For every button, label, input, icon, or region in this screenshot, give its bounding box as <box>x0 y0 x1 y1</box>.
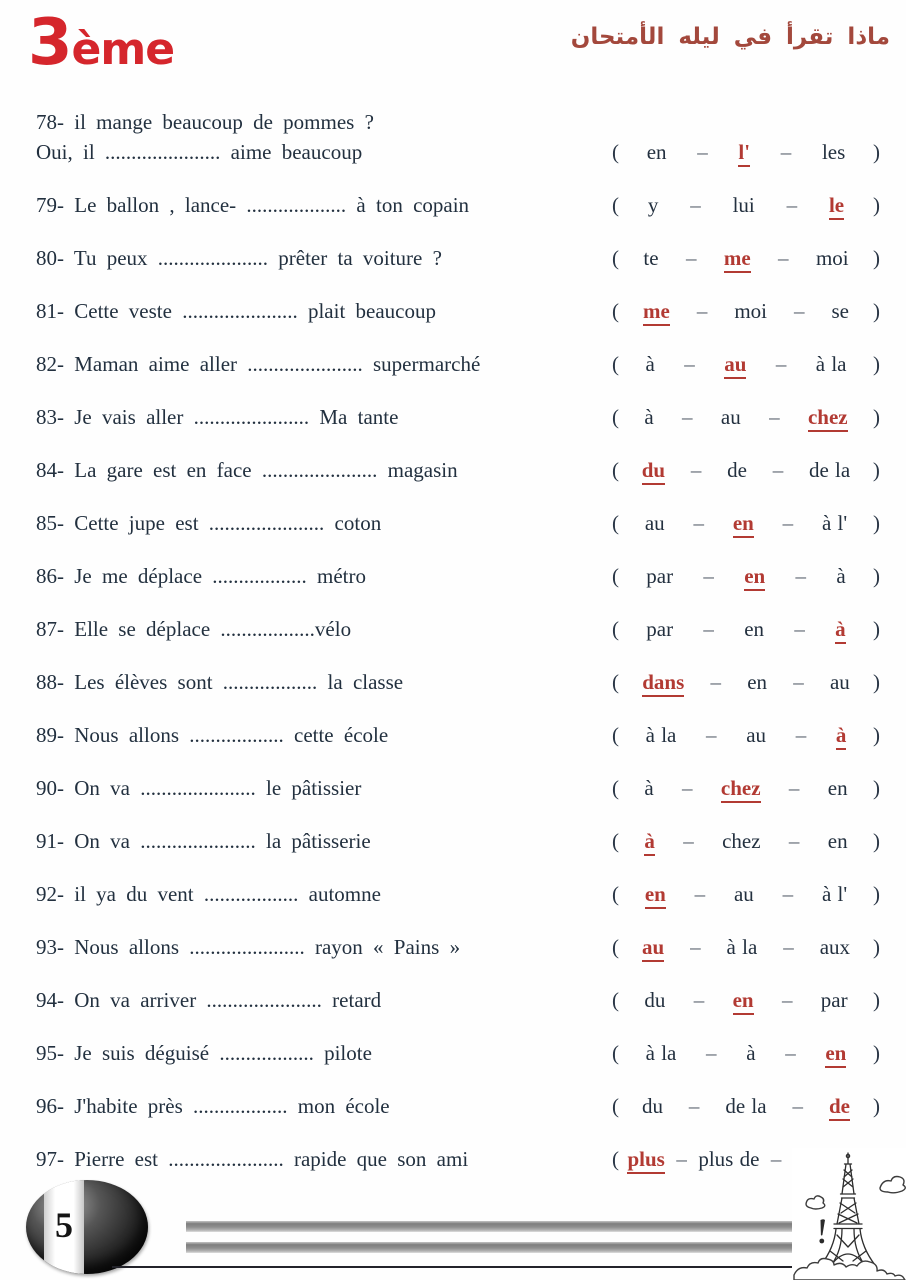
correct-answer-option: à <box>835 617 846 644</box>
correct-answer-option: plus <box>627 1147 664 1174</box>
correct-answer-option: en <box>825 1041 846 1068</box>
option: à <box>836 564 846 588</box>
paren-open: ( <box>612 988 619 1012</box>
option-separator: – <box>682 776 693 800</box>
option-separator: – <box>788 776 800 800</box>
paren-close: ) <box>872 352 880 376</box>
option-separator: – <box>788 829 800 853</box>
paren-open: ( <box>612 140 619 164</box>
option: en <box>744 617 765 641</box>
options-group <box>612 882 880 909</box>
paren-close: ) <box>872 140 880 164</box>
option: y <box>647 193 659 217</box>
option-separator: – <box>772 458 784 482</box>
paren-close: ) <box>873 723 880 747</box>
question-text: 94- On va arriver ...................... retard <box>36 988 382 1012</box>
paren-open: ( <box>612 564 619 588</box>
option-separator: – <box>782 882 794 906</box>
correct-answer-option: me <box>643 299 670 326</box>
option: par <box>646 617 674 641</box>
ball-stripe <box>44 1180 84 1274</box>
option-separator: – <box>683 829 694 853</box>
correct-answer-option: chez <box>808 405 848 432</box>
question-row <box>36 1147 880 1174</box>
option: lui <box>732 193 755 217</box>
question-text: 89- Nous allons .................. cette école <box>36 723 389 747</box>
question-row <box>36 564 880 591</box>
question-text-line1: 78- il mange beaucoup de pommes ? <box>36 110 374 134</box>
option-separator: – <box>697 140 708 164</box>
paren-close: ) <box>872 617 880 641</box>
paren-close: ) <box>872 988 880 1012</box>
paren-open: ( <box>612 299 619 323</box>
option: à la <box>645 723 677 747</box>
paren-close: ) <box>872 193 880 217</box>
options-group <box>612 352 880 379</box>
question-row <box>36 829 880 856</box>
paren-open: ( <box>612 1094 619 1118</box>
option-separator: – <box>684 352 695 376</box>
options-group <box>612 511 880 538</box>
question-text: 87- Elle se déplace ..................vélo <box>36 617 352 641</box>
correct-answer-option: en <box>744 564 765 591</box>
question-text: 84- La gare est en face ...................... magasin <box>36 458 458 482</box>
question-text: 97- Pierre est ...................... rapide que son ami <box>36 1147 469 1171</box>
option: se <box>831 299 849 323</box>
paren-open: ( <box>612 670 619 694</box>
option: au <box>746 723 767 747</box>
option: moi <box>815 246 849 270</box>
footer-hairline <box>112 1266 906 1268</box>
correct-answer-option: en <box>733 511 754 538</box>
paren-close: ) <box>872 935 880 959</box>
option: du <box>641 1094 663 1118</box>
paren-close: ) <box>873 246 880 270</box>
question-row <box>36 617 880 644</box>
paren-open: ( <box>612 1041 619 1065</box>
option: au <box>720 405 741 429</box>
option: en <box>827 829 848 853</box>
options-group <box>612 193 880 220</box>
paren-close: ) <box>872 458 880 482</box>
option: du <box>644 988 666 1012</box>
option: à <box>644 405 654 429</box>
question-row <box>36 140 880 167</box>
options-group <box>612 988 880 1015</box>
paren-open: ( <box>612 352 619 376</box>
option-separator: – <box>690 458 702 482</box>
option: moi <box>734 299 767 323</box>
option: à <box>746 1041 756 1065</box>
option-separator: – <box>783 935 794 959</box>
paren-open: ( <box>612 193 619 217</box>
question-text: 81- Cette veste ...................... plait beaucoup <box>36 299 436 323</box>
page-number: 5 <box>55 1205 73 1245</box>
question-row <box>36 723 880 750</box>
option-separator: – <box>770 1147 782 1171</box>
option-separator: – <box>694 882 706 906</box>
grade-label: 3ème <box>28 6 175 80</box>
option: de la <box>808 458 851 482</box>
paren-open: ( <box>612 458 619 482</box>
option: au <box>829 670 850 694</box>
option-separator: – <box>682 405 693 429</box>
option: de la <box>725 1094 767 1118</box>
paren-close: ) <box>872 1094 880 1118</box>
divider-bar-bottom <box>186 1242 810 1253</box>
question-row <box>36 405 880 432</box>
question-row <box>36 935 880 962</box>
paren-close: ) <box>873 299 880 323</box>
option: à l' <box>821 882 848 906</box>
question-text: 85- Cette jupe est ...................... coton <box>36 511 382 535</box>
option: au <box>733 882 754 906</box>
options-group <box>612 246 880 273</box>
paren-open: ( <box>612 1147 619 1171</box>
option-separator: – <box>706 1041 717 1065</box>
paren-close: ) <box>872 829 880 853</box>
options-group <box>612 299 880 326</box>
paren-close: ) <box>872 564 880 588</box>
page-number-ball-icon <box>26 1180 148 1274</box>
question-text: Oui, il ...................... aime beaucoup <box>36 140 363 164</box>
option-separator: – <box>792 1094 804 1118</box>
arabic-title: ماذا تقرأ في ليله الأمتحان <box>570 24 890 50</box>
option-separator: – <box>696 299 708 323</box>
option: par <box>646 564 674 588</box>
options-group <box>612 935 880 962</box>
question-text: 92- il ya du vent .................. automne <box>36 882 381 906</box>
question-row <box>36 882 880 909</box>
paren-open: ( <box>612 829 619 853</box>
question-row <box>36 193 880 220</box>
option-separator: – <box>780 140 792 164</box>
option-separator: – <box>769 405 780 429</box>
paren-close: ) <box>873 882 880 906</box>
option-separator: – <box>690 935 701 959</box>
options-group <box>612 1041 880 1068</box>
question-text: 88- Les élèves sont .................. la classe <box>36 670 404 694</box>
option: à la <box>726 935 758 959</box>
eiffel-tower-icon <box>792 1148 906 1280</box>
options-group <box>612 617 880 644</box>
options-group <box>612 564 880 591</box>
paren-open: ( <box>612 935 619 959</box>
option-separator: – <box>794 617 805 641</box>
option-separator: – <box>710 670 721 694</box>
correct-answer-option: du <box>642 458 665 485</box>
correct-answer-option: me <box>724 246 751 273</box>
paren-close: ) <box>872 405 880 429</box>
option-separator: – <box>690 193 701 217</box>
correct-answer-option: en <box>733 988 754 1015</box>
option-separator: – <box>775 352 787 376</box>
correct-answer-option: dans <box>642 670 684 697</box>
option-separator: – <box>778 246 789 270</box>
question-text: 95- Je suis déguisé .................. pilote <box>36 1041 372 1065</box>
correct-answer-option: à <box>836 723 847 750</box>
option: à la <box>645 1041 677 1065</box>
correct-answer-option: chez <box>721 776 761 803</box>
option-separator: – <box>786 193 798 217</box>
paren-close: ) <box>873 511 880 535</box>
option-separator: – <box>795 564 807 588</box>
option: à l' <box>821 511 848 535</box>
option: de <box>727 458 747 482</box>
paren-open: ( <box>612 723 619 747</box>
option-separator: – <box>703 564 714 588</box>
question-text: 82- Maman aime aller ...................... supermarché <box>36 352 481 376</box>
question-row <box>36 1041 880 1068</box>
correct-answer-option: le <box>829 193 844 220</box>
option-separator: – <box>703 617 714 641</box>
question-text: 80- Tu peux ..................... prêter ta voiture ? <box>36 246 442 270</box>
question-row <box>36 776 880 803</box>
option-separator: – <box>685 246 697 270</box>
option: en <box>747 670 768 694</box>
options-group <box>612 723 880 750</box>
option: à <box>644 776 654 800</box>
questions-list <box>36 110 880 1200</box>
paren-open: ( <box>612 511 619 535</box>
question-row <box>36 458 880 485</box>
option-separator: – <box>794 299 805 323</box>
question-row <box>36 1094 880 1121</box>
question-text: 91- On va ...................... la pâtisserie <box>36 829 371 853</box>
question-text: 83- Je vais aller ...................... Ma tante <box>36 405 399 429</box>
question-row <box>36 511 880 538</box>
option: en <box>827 776 848 800</box>
paren-close: ) <box>873 1041 880 1065</box>
question-text: 90- On va ...................... le pâtissier <box>36 776 362 800</box>
options-group <box>612 405 880 432</box>
option-separator: – <box>676 1147 687 1171</box>
paren-close: ) <box>872 776 880 800</box>
paren-open: ( <box>612 776 619 800</box>
option: par <box>820 988 848 1012</box>
question-row <box>36 246 880 273</box>
question-row <box>36 299 880 326</box>
option-separator: – <box>688 1094 700 1118</box>
option: à la <box>815 352 847 376</box>
paren-open: ( <box>612 617 619 641</box>
option: chez <box>722 829 761 853</box>
correct-answer-option: en <box>645 882 666 909</box>
option-separator: – <box>693 511 704 535</box>
options-group <box>612 670 880 697</box>
option: les <box>821 140 846 164</box>
question-text: 79- Le ballon , lance- ................... à ton copain <box>36 193 470 217</box>
correct-answer-option: de <box>829 1094 850 1121</box>
correct-answer-option: au <box>642 935 664 962</box>
options-group <box>612 1094 880 1121</box>
option: à <box>645 352 655 376</box>
question-row <box>36 670 880 697</box>
option: en <box>646 140 667 164</box>
correct-answer-option: l' <box>738 140 750 167</box>
question-text: 96- J'habite près .................. mon école <box>36 1094 390 1118</box>
option-separator: – <box>795 723 807 747</box>
options-group <box>612 829 880 856</box>
options-group <box>612 458 880 485</box>
divider-bar-top <box>186 1221 810 1232</box>
question-row <box>36 988 880 1015</box>
correct-answer-option: à <box>644 829 655 856</box>
option: te <box>643 246 659 270</box>
paren-open: ( <box>612 405 619 429</box>
option-separator: – <box>782 511 794 535</box>
option-separator: – <box>781 988 793 1012</box>
options-group <box>612 776 880 803</box>
option: plus de <box>698 1147 760 1171</box>
question-text: 93- Nous allons ...................... rayon « Pains » <box>36 935 461 959</box>
correct-answer-option: au <box>724 352 746 379</box>
paren-open: ( <box>612 246 619 270</box>
paren-open: ( <box>612 882 619 906</box>
option-separator: – <box>785 1041 796 1065</box>
question-text: 86- Je me déplace .................. métro <box>36 564 366 588</box>
option-separator: – <box>793 670 804 694</box>
options-group <box>612 140 880 167</box>
option: aux <box>819 935 851 959</box>
question-row <box>36 352 880 379</box>
paren-close: ) <box>873 670 880 694</box>
option-separator: – <box>706 723 717 747</box>
option: au <box>644 511 665 535</box>
option-separator: – <box>693 988 705 1012</box>
